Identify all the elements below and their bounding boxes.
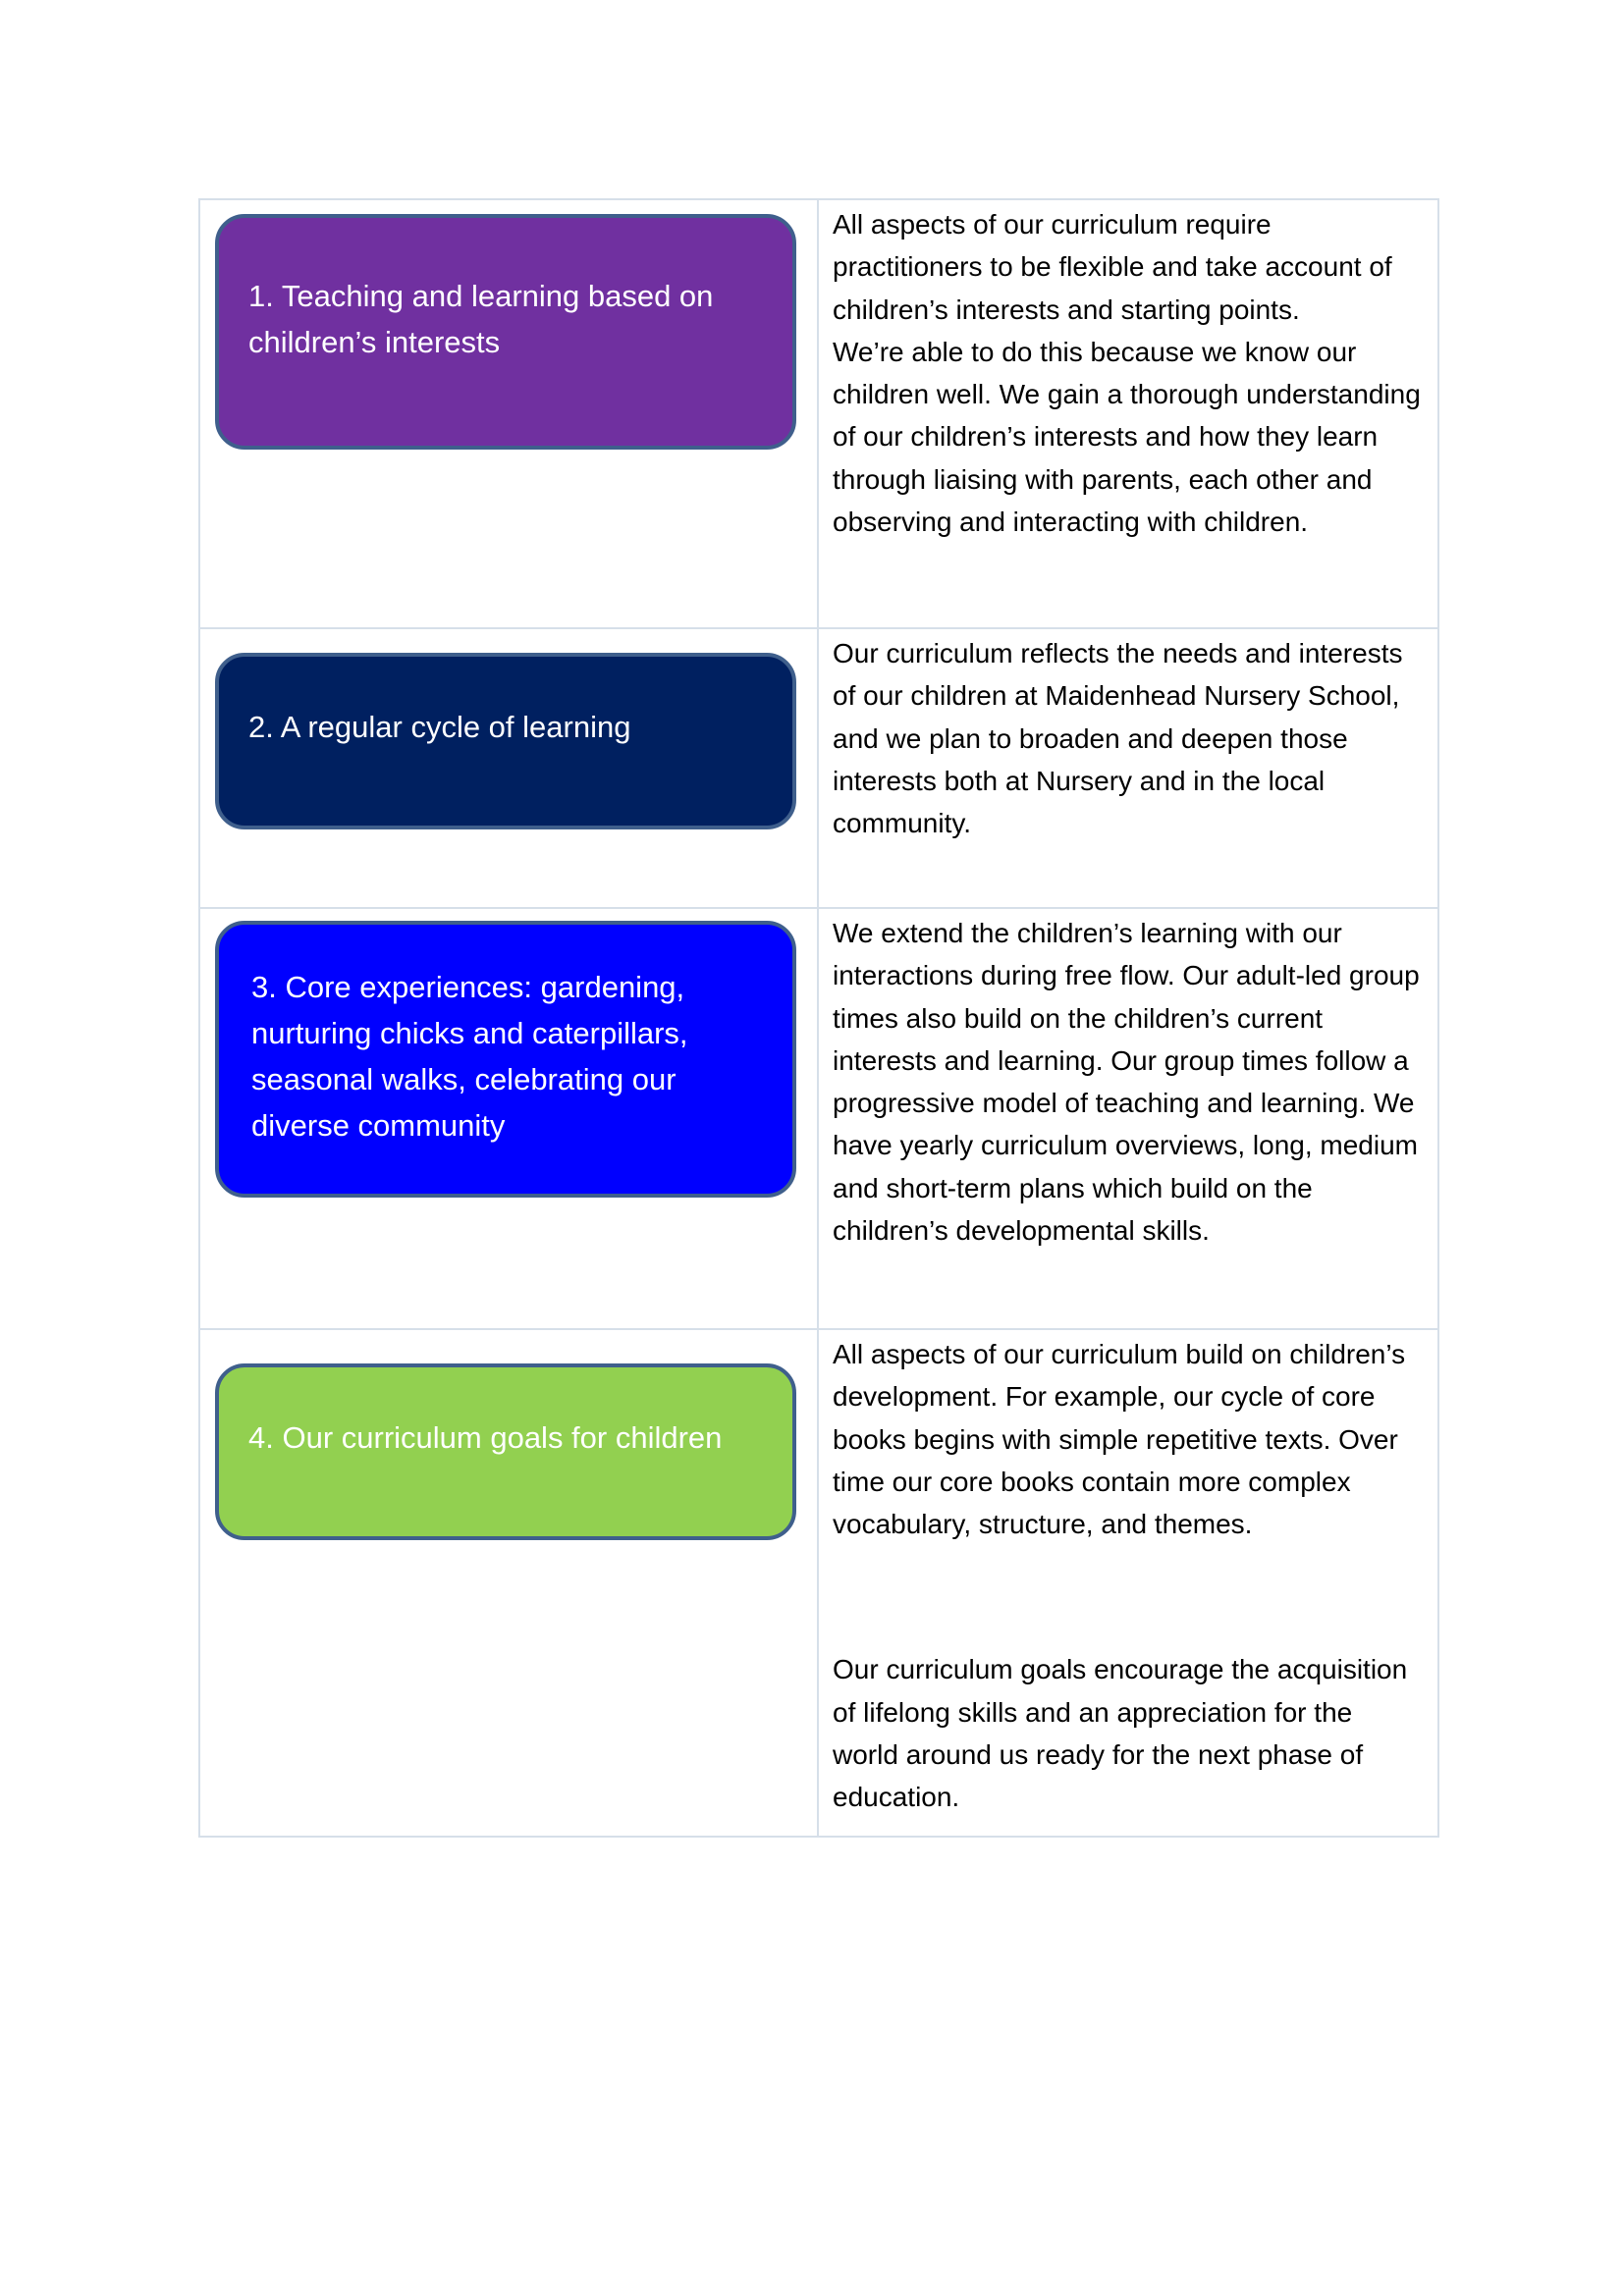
- label-cell: [199, 1329, 818, 1837]
- description-cell: [818, 908, 1438, 1329]
- curriculum-table: [198, 198, 1439, 1838]
- label-cell: [199, 199, 818, 628]
- table-row: [199, 908, 1438, 1329]
- description-paragraph: Our curriculum goals encourage the acquisition of lifelong skills and an appreciation for the world around us ready for the next phase of education.: [833, 1654, 1408, 1813]
- principle-label-box: 2. A regular cycle of learning: [215, 653, 796, 829]
- description-paragraph: We extend the children’s learning with our interactions during free flow. Our adult-led group times also build on the children’s current interests and learning. Our group times follow a progressive model of teaching and learning. We have yearly curriculum overviews, long, medium and short-term plans which build on the children’s developmental skills.: [833, 918, 1420, 1247]
- principle-label-box: 4. Our curriculum goals for children: [215, 1363, 796, 1540]
- principle-label-box: 3. Core experiences: gardening, nurturing chicks and caterpillars, seasonal walks, celebrating our diverse community: [215, 921, 796, 1198]
- description-paragraph: All aspects of our curriculum build on children’s development. For example, our cycle of core books begins with simple repetitive texts. Over time our core books contain more complex vocabulary, structure, and themes.: [833, 1339, 1406, 1540]
- table-row: [199, 199, 1438, 628]
- description-paragraph: Our curriculum reflects the needs and interests of our children at Maidenhead Nursery School, and we plan to broaden and deepen those interests both at Nursery and in the local community.: [833, 638, 1403, 839]
- description-cell: [818, 628, 1438, 908]
- table-row: [199, 1329, 1438, 1837]
- description-paragraph: We’re able to do this because we know our children well. We gain a thorough understanding of our children’s interests and how they learn through liaising with parents, each other and observing and interacting with children.: [833, 336, 1421, 538]
- label-cell: [199, 628, 818, 908]
- description-cell: [818, 1329, 1438, 1837]
- table-row: [199, 628, 1438, 908]
- label-cell: [199, 908, 818, 1329]
- principle-label-box: 1. Teaching and learning based on children’s interests: [215, 214, 796, 450]
- description-cell: [818, 199, 1438, 628]
- description-paragraph: All aspects of our curriculum require practitioners to be flexible and take account of children’s interests and starting points.: [833, 209, 1392, 325]
- paragraph-spacer: [833, 1545, 1424, 1648]
